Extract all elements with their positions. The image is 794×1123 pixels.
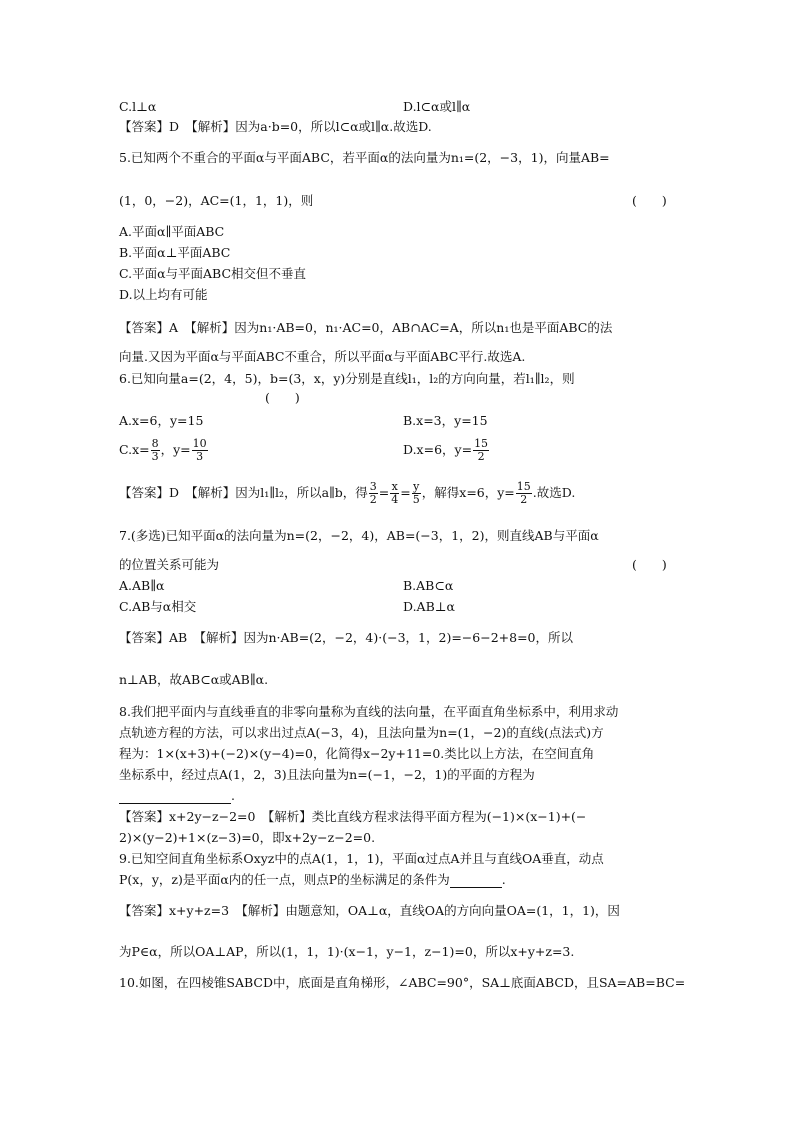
q6-option-d-prefix: D.x=6，y= [403,442,473,457]
q6-option-d [403,436,490,464]
fill-in-blank[interactable] [119,791,231,804]
q5-answer-line2: 向量.又因为平面α与平面ABC不重合，所以平面α与平面ABC平行.故选A. [119,349,526,364]
q7-answer-line2: n⊥AB，故AB⊂α或AB∥α. [119,672,269,687]
q8-line5: . [119,788,235,804]
q7-option-b: B.AB⊂α [403,578,454,593]
q5-stem-line2: (1，0，−2)，AC=(1，1，1)，则 [119,193,314,208]
q7-stem-line2: 的位置关系可能为 [119,557,220,572]
q6-answer: 【答案】D 【解析】因为l₁∥l₂，所以a∥b，得 $\frac{3}{2}$ = $\frac{x}{4}$ = $\frac{y}{5}$ ，解得x=6，y= $\frac{15}{2}$ .故选D. [119,480,576,506]
q6-answer-paren: ( ) [265,390,300,405]
q8-line2: 点轨迹方程的方法，可以求出过点A(−3，4)，且法向量为n=(1，−2)的直线(点法式)方 [119,725,604,740]
q9-line2: P(x，y，z)是平面α内的任一点，则点P的坐标满足的条件为 . [119,872,506,887]
fraction: $\frac{y}{5}$ [412,480,420,506]
q5-stem-line1: 5.已知两个不重合的平面α与平面ABC，若平面α的法向量为n₁=(2，−3，1)，向量AB= [119,150,610,165]
fraction: $\frac{15}{2}$ [474,437,489,463]
q6-option-c [119,436,209,464]
fraction: $\frac{x}{4}$ [391,480,399,506]
q6-option-c-mid: ，y= [160,442,191,457]
q8-line4: 坐标系中，经过点A(1，2，3)且法向量为n=(−1，−2，1)的平面的方程为 [119,767,535,782]
q8-line1: 8.我们把平面内与直线垂直的非零向量称为直线的法向量，在平面直角坐标系中，利用求动 [119,704,619,719]
q8-line3: 程为：1×(x+3)+(−2)×(y−4)=0，化简得x−2y+11=0.类比以上方法，在空间直角 [119,746,595,761]
q9-line1: 9.已知空间直角坐标系Oxyz中的点A(1，1，1)，平面α过点A并且与直线OA垂直，动点 [119,851,604,866]
q5-answer-line1: 【答案】A 【解析】因为n₁·AB=0，n₁·AC=0，AB∩AC=A，所以n₁也是平面ABC的法 [119,320,613,335]
q6-option-a: A.x=6，y=15 [119,413,204,428]
q7-option-c: C.AB与α相交 [119,599,197,614]
q4-option-c: C.l⊥α [119,99,157,114]
q6-stem-line1: 6.已知向量a=(2，4，5)，b=(3，x，y)分别是直线l₁，l₂的方向向量，若l₁∥l₂，则 [119,371,575,386]
fill-in-blank[interactable] [450,875,502,888]
q7-answer-line1: 【答案】AB 【解析】因为n·AB=(2，−2，4)·(−3，1，2)=−6−2+8=0，所以 [119,630,573,645]
q4-option-d: D.l⊂α或l∥α [403,99,471,114]
q7-option-d: D.AB⊥α [403,599,455,614]
q8-answer-line2: 2)×(y−2)+1×(z−3)=0，即x+2y−z−2=0. [119,830,376,845]
q5-option-a: A.平面α∥平面ABC [119,224,225,239]
q5-answer-paren: ( ) [632,193,667,208]
fraction: $\frac{15}{2}$ [516,480,531,506]
q7-option-a: A.AB∥α [119,578,165,593]
q6-option-c-prefix: C.x= [119,442,150,457]
q9-answer-line1: 【答案】x+y+z=3 【解析】由题意知，OA⊥α，直线OA的方向向量OA=(1，1，1)，因 [119,903,620,918]
q5-option-c: C.平面α与平面ABC相交但不垂直 [119,266,307,281]
q4-answer: 【答案】D 【解析】因为a·b=0，所以l⊂α或l∥α.故选D. [119,119,432,134]
fraction: $\frac{8}{3}$ [151,437,159,463]
q7-stem-line1: 7.(多选)已知平面α的法向量为n=(2，−2，4)，AB=(−3，1，2)，则直线AB与平面α [119,528,599,543]
q5-option-d: D.以上均有可能 [119,287,208,302]
q10-line1: 10.如图，在四棱锥SABCD中，底面是直角梯形，∠ABC=90°，SA⊥底面ABCD，且SA=AB=BC= [119,975,686,990]
q5-option-b: B.平面α⊥平面ABC [119,245,231,260]
q9-answer-line2: 为P∈α，所以OA⊥AP，所以(1，1，1)·(x−1，y−1，z−1)=0，所以x+y+z=3. [119,944,575,959]
fraction: $\frac{10}{3}$ [192,437,207,463]
fraction: $\frac{3}{2}$ [369,480,377,506]
q6-option-b: B.x=3，y=15 [403,413,488,428]
q7-answer-paren: ( ) [632,557,667,572]
q8-answer-line1: 【答案】x+2y−z−2=0 【解析】类比直线方程求法得平面方程为(−1)×(x−1)+(− [119,809,587,824]
